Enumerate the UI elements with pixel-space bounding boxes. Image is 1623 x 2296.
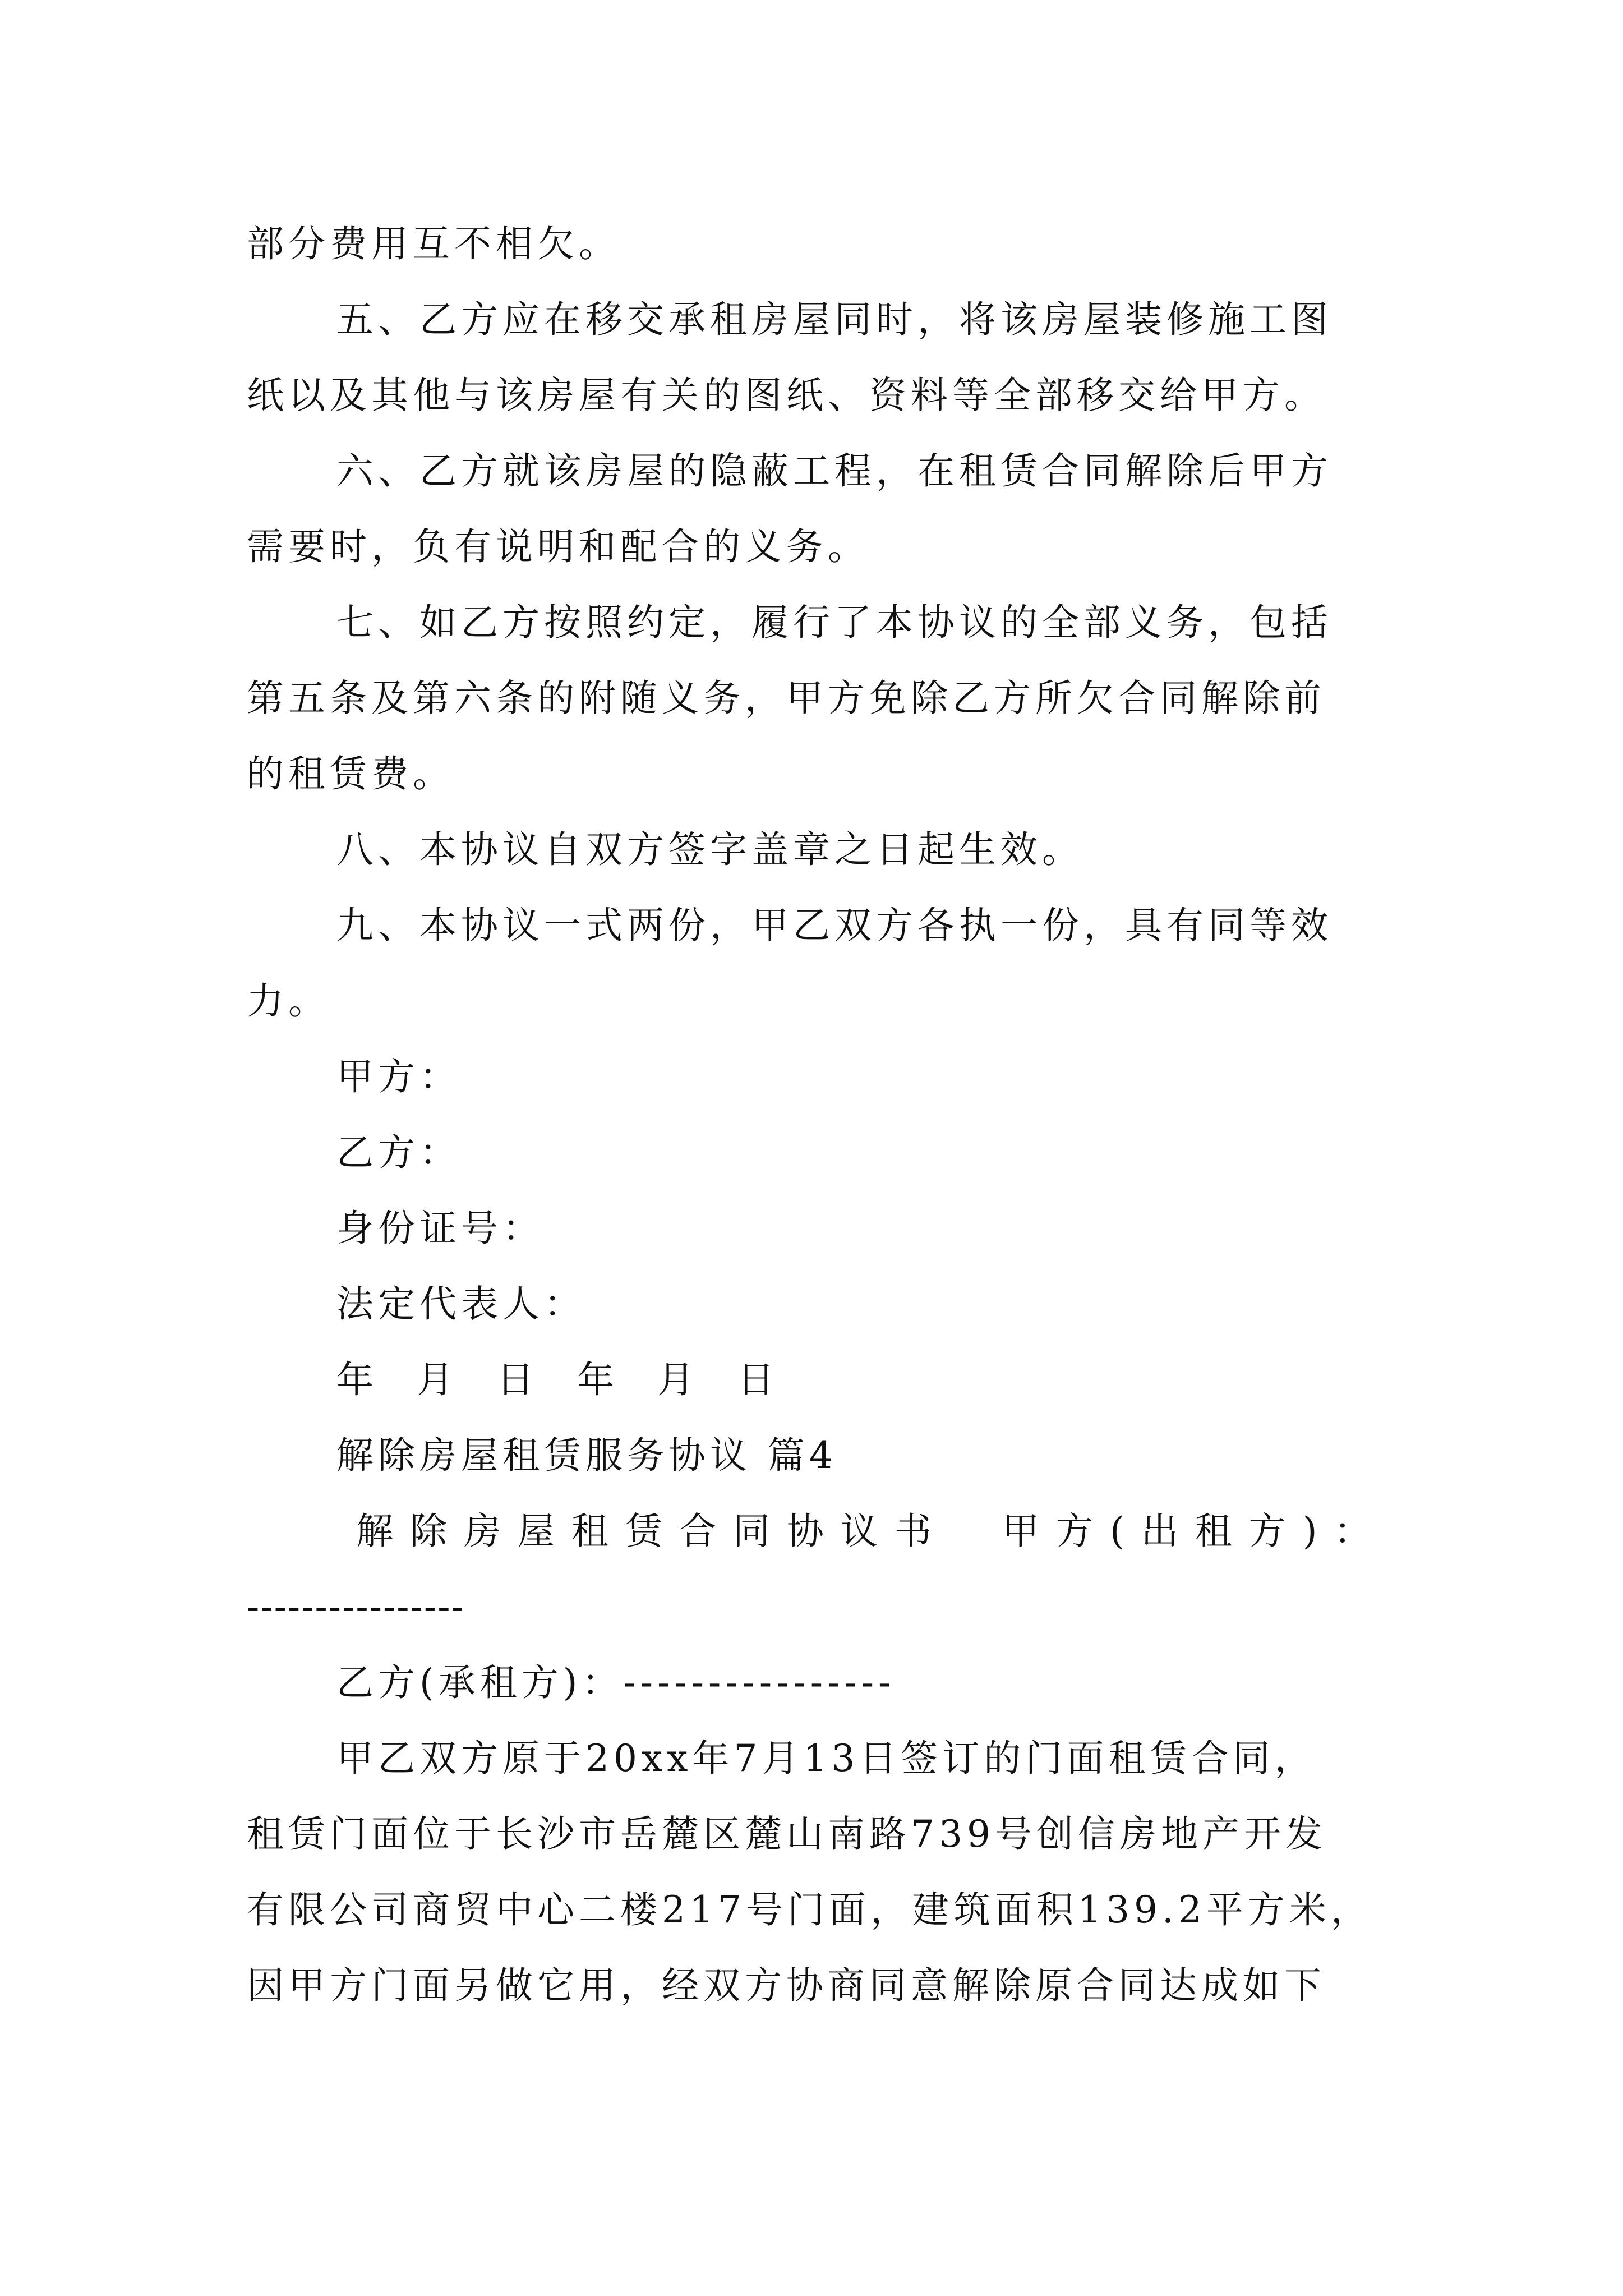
- text-line: 五、乙方应在移交承租房屋同时，将该房屋装修施工图: [336, 298, 1332, 341]
- section-title: 解除房屋租赁服务协议 篇4: [336, 1434, 837, 1477]
- text-line: 的租赁费。: [247, 752, 454, 795]
- text-line: ----------------: [247, 1585, 465, 1628]
- signature-party-a: 甲方：: [336, 1055, 461, 1098]
- text-line: 九、本协议一式两份，甲乙双方各执一份，具有同等效: [336, 904, 1332, 947]
- legal-representative-label: 法定代表人：: [336, 1282, 585, 1326]
- id-number-label: 身份证号：: [336, 1207, 544, 1250]
- text-line: 有限公司商贸中心二楼217号门面，建筑面积139.2平方米，: [247, 1888, 1372, 1931]
- text-line: 因甲方门面另做它用，经双方协商同意解除原合同达成如下: [247, 1964, 1326, 2007]
- text-line: 七、如乙方按照约定，履行了本协议的全部义务，包括: [336, 601, 1332, 644]
- text-line: 八、本协议自双方签字盖章之日起生效。: [336, 828, 1083, 871]
- text-line: 部分费用互不相欠。: [247, 222, 620, 265]
- text-line: 需要时，负有说明和配合的义务。: [247, 525, 869, 568]
- date-line: 年 月 日 年 月 日: [336, 1358, 779, 1401]
- text-line: 纸以及其他与该房屋有关的图纸、资料等全部移交给甲方。: [247, 374, 1326, 417]
- text-line: 租赁门面位于长沙市岳麓区麓山南路739号创信房地产开发: [247, 1812, 1327, 1856]
- text-line: 力。: [247, 979, 330, 1023]
- text-line: 第五条及第六条的附随义务，甲方免除乙方所欠合同解除前: [247, 677, 1326, 720]
- text-line: 甲乙双方原于20xx年7月13日签订的门面租赁合同，: [336, 1737, 1316, 1780]
- text-line: 乙方(承租方)：----------------: [336, 1661, 896, 1704]
- agreement-heading: 解除房屋租赁合同协议书 甲方(出租方)：: [356, 1510, 1388, 1553]
- signature-party-b: 乙方：: [336, 1131, 461, 1174]
- text-line: 六、乙方就该房屋的隐蔽工程，在租赁合同解除后甲方: [336, 449, 1332, 493]
